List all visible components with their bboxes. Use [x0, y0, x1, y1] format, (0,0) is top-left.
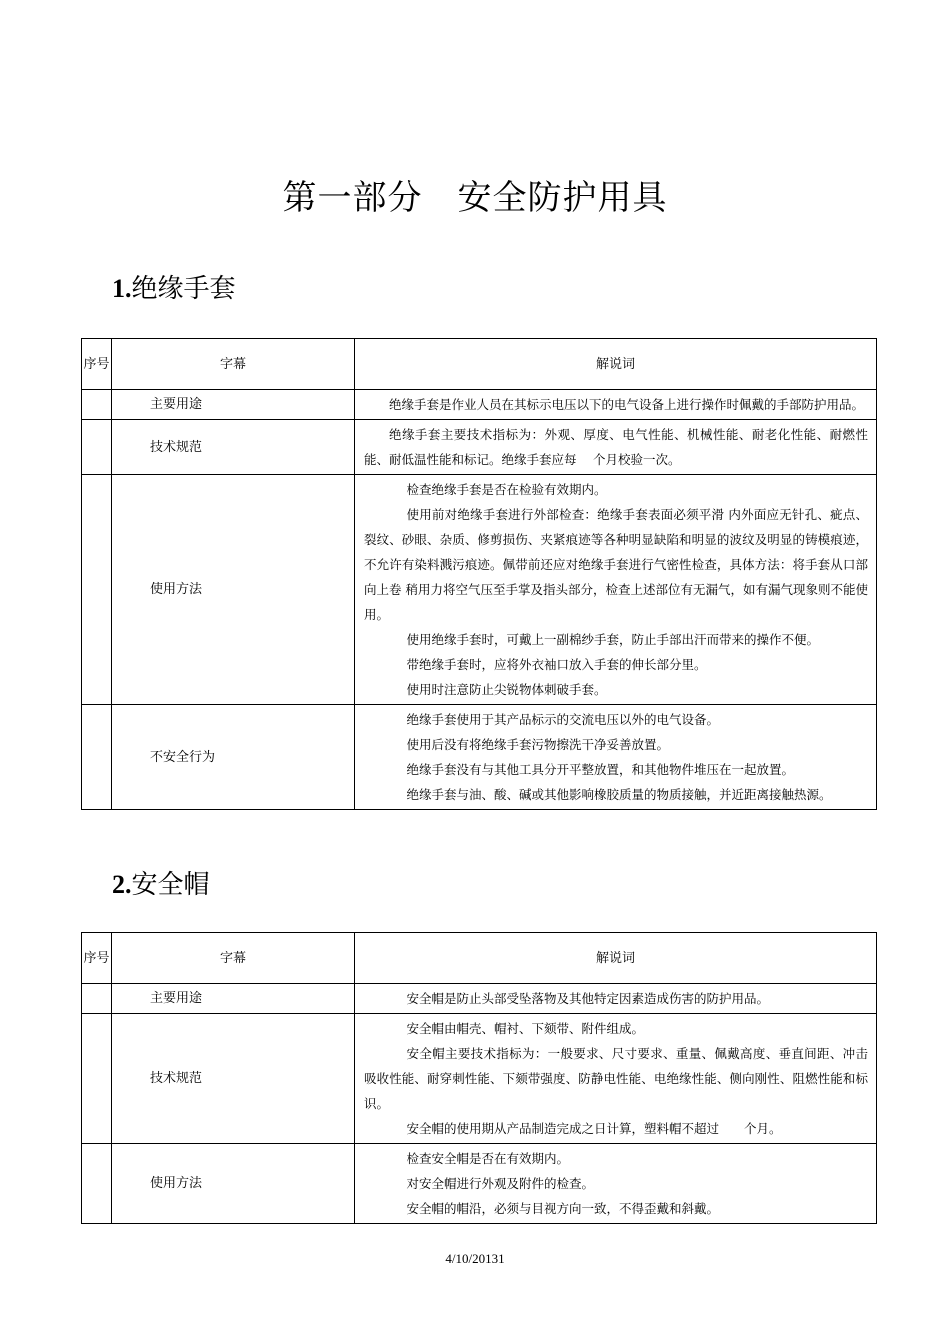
row-narration: [355, 984, 877, 1014]
table-row: [82, 475, 877, 705]
row-narration: [355, 1014, 877, 1144]
narration-line: 绝缘手套没有与其他工具分开平整放置，和其他物件堆压在一起放置。: [406, 762, 795, 777]
table-row: [82, 1144, 877, 1224]
row-index-cell: [82, 1144, 112, 1224]
header-caption: 字幕: [112, 339, 355, 390]
page-title: 第一部分 安全防护用具: [282, 178, 668, 218]
row-narration: [355, 420, 877, 475]
section-heading-gloves: [112, 268, 236, 305]
section-title: 绝缘手套: [131, 274, 236, 304]
narration-line: 使用后没有将绝缘手套污物擦洗干净妥善放置。: [406, 737, 670, 752]
table-row: [82, 1014, 877, 1144]
narration-line: 安全帽由帽壳、帽衬、下颏带、附件组成。: [406, 1021, 645, 1036]
row-index-cell: [82, 390, 112, 420]
header-narration: 解说词: [355, 933, 877, 984]
table-header-row: [82, 339, 877, 390]
section-number: 1.: [112, 274, 132, 303]
section-number: 2.: [112, 870, 132, 899]
narration-line: 安全帽的帽沿，必须与目视方向一致，不得歪戴和斜戴。: [406, 1201, 720, 1216]
row-narration: [355, 705, 877, 810]
table-row: [82, 705, 877, 810]
header-index: 序号: [82, 339, 112, 390]
row-caption: 主要用途: [112, 984, 355, 1014]
section-title: 安全帽: [131, 870, 210, 900]
narration-line: 使用绝缘手套时，可戴上一副棉纱手套，防止手部出汗而带来的操作不便。: [406, 632, 820, 647]
narration-line: 检查安全帽是否在有效期内。: [406, 1151, 570, 1166]
table-header-row: [82, 933, 877, 984]
row-index-cell: [82, 984, 112, 1014]
narration-line: 安全帽的使用期从产品制造完成之日计算，塑料帽不超过 个月。: [406, 1121, 782, 1136]
header-index: 序号: [82, 933, 112, 984]
table-row: [82, 390, 877, 420]
header-narration: 解说词: [355, 339, 877, 390]
narration-line: 使用前对绝缘手套进行外部检查：绝缘手套表面必须平滑 内外面应无针孔、疵点、裂纹、砂眼、杂质、修剪损伤、夹紧痕迹等各种明显缺陷和明显的波纹及明显的铸模痕迹，不允许有染料溅污痕迹。佩带前还应对绝缘手套进行气密性检查，具体方法：将手套从口部向上卷 稍用力将空气压至手掌及指头部分，检查上述部位有无漏气，如有漏气现象则不能使用。: [364, 507, 868, 622]
row-caption: 主要用途: [112, 390, 355, 420]
narration-line: 绝缘手套主要技术指标为：外观、厚度、电气性能、机械性能、耐老化性能、耐燃性能、耐低温性能和标记。绝缘手套应每 个月校验一次。: [364, 427, 868, 467]
narration-line: 安全帽主要技术指标为：一般要求、尺寸要求、重量、佩戴高度、垂直间距、冲击吸收性能、耐穿刺性能、下颏带强度、防静电性能、电绝缘性能、侧向刚性、阻燃性能和标识。: [364, 1046, 868, 1111]
narration-line: 绝缘手套使用于其产品标示的交流电压以外的电气设备。: [406, 712, 720, 727]
narration-line: 绝缘手套是作业人员在其标示电压以下的电气设备上进行操作时佩戴的手部防护用品。: [389, 397, 865, 412]
narration-line: 绝缘手套与油、酸、碱或其他影响橡胶质量的物质接触，并近距离接触热源。: [406, 787, 832, 802]
row-narration: [355, 1144, 877, 1224]
row-index-cell: [82, 475, 112, 705]
row-caption: 技术规范: [112, 420, 355, 475]
narration-line: 带绝缘手套时，应将外衣袖口放入手套的伸长部分里。: [406, 657, 707, 672]
row-caption: 使用方法: [112, 475, 355, 705]
narration-line: 对安全帽进行外观及附件的检查。: [406, 1176, 595, 1191]
helmet-table: [81, 932, 877, 1224]
row-index-cell: [82, 420, 112, 475]
narration-line: 检查绝缘手套是否在检验有效期内。: [406, 482, 607, 497]
page-footer-date: 4/10/20131: [445, 1251, 505, 1266]
section-heading-helmet: [112, 864, 210, 901]
row-index-cell: [82, 1014, 112, 1144]
narration-line: 安全帽是防止头部受坠落物及其他特定因素造成伤害的防护用品。: [406, 991, 770, 1006]
row-narration: [355, 390, 877, 420]
row-caption: 技术规范: [112, 1014, 355, 1144]
header-caption: 字幕: [112, 933, 355, 984]
table-row: [82, 420, 877, 475]
gloves-table: [81, 338, 877, 810]
narration-line: 使用时注意防止尖锐物体刺破手套。: [406, 682, 607, 697]
row-caption: 不安全行为: [112, 705, 355, 810]
table-row: [82, 984, 877, 1014]
row-narration: [355, 475, 877, 705]
row-caption: 使用方法: [112, 1144, 355, 1224]
row-index-cell: [82, 705, 112, 810]
